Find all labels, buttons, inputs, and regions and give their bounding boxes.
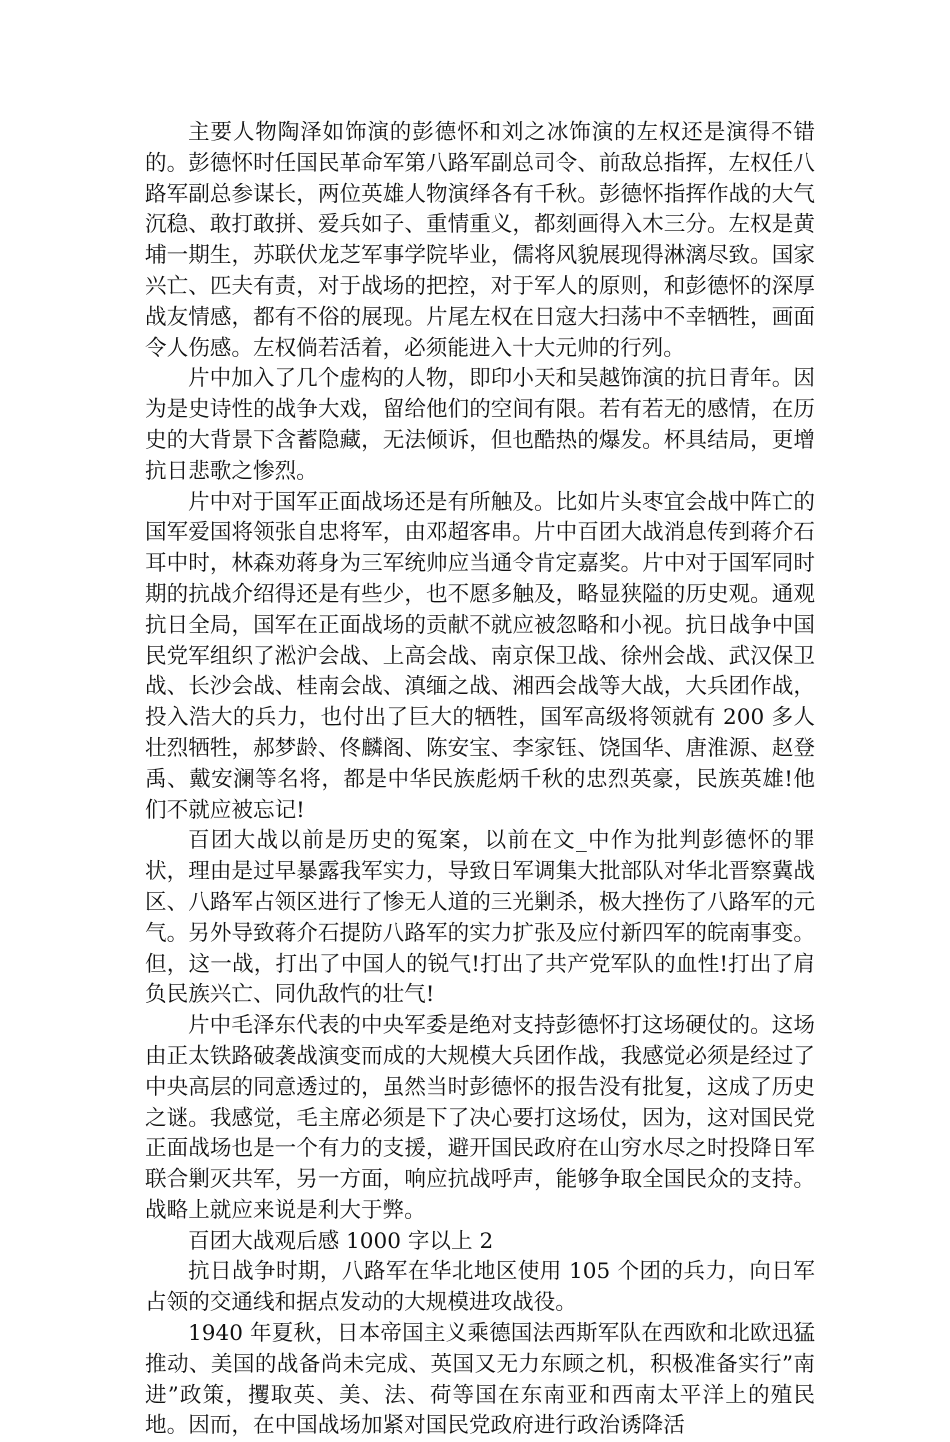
paragraph-historical-case: 百团大战以前是历史的冤案，以前在文_中作为批判彭德怀的罪状，理由是过早暴露我军实力，导致日军调集大批部队对华北晋察冀战区、八路军占领区进行了惨无人道的三光剿杀，极大挫伤了八路军的元气。另外导致蒋介石提防八路军的实力扩张及应付新四军的皖南事变。但，这一战，打出了中国人的锐气!打出了共产党军队的血性!打出了肩负民族兴亡、同仇敌忾的壮气! xyxy=(145,828,815,1008)
paragraph-campaign-overview: 抗日战争时期，八路军在华北地区使用 105 个团的兵力，向日军占领的交通线和据点发动的大规模进攻战役。 xyxy=(145,1259,815,1316)
paragraph-zuoquan: 主要人物陶泽如饰演的彭德怀和刘之冰饰演的左权还是演得不错的。彭德怀时任国民革命军第八路军副总司令、前敌总指挥，左权任八路军副总参谋长，两位英雄人物演绎各有千秋。彭德怀指挥作战的大气沉稳、敢打敢拼、爱兵如子、重情重义，都刻画得入木三分。左权是黄埔一期生，苏联伏龙芝军事学院毕业，儒将风貌展现得淋漓尽致。国家兴亡、匹夫有责，对于战场的把控，对于军人的原则，和彭德怀的深厚战友情感，都有不俗的展现。片尾左权在日寇大扫荡中不幸牺牲，画面令人伤感。左权倘若活着，必须能进入十大元帅的行列。 xyxy=(145,120,815,361)
paragraph-central-military-commission: 片中毛泽东代表的中央军委是绝对支持彭德怀打这场硬仗的。这场由正太铁路破袭战演变而成的大规模大兵团作战，我感觉必须是经过了中央高层的同意透过的，虽然当时彭德怀的报告没有批复，这成了历史之谜。我感觉，毛主席必须是下了决心要打这场仗，因为，这对国民党正面战场也是一个有力的支援，避开国民政府在山穷水尽之时投降日军联合剿灭共军，另一方面，响应抗战呼声，能够争取全国民众的支持。战略上就应来说是利大于弊。 xyxy=(145,1013,815,1223)
document-page xyxy=(145,118,815,1442)
paragraph-1940-background: 1940 年夏秋，日本帝国主义乘德国法西斯军队在西欧和北欧迅猛推动、美国的战备尚未完成、英国又无力东顾之机，积极准备实行”南进”政策，攫取英、美、法、荷等国在东南亚和西南太平洋上的殖民地。因而，在中国战场加紧对国民党政府进行政治诱降活 xyxy=(145,1321,815,1439)
section-heading: 百团大战观后感 1000 字以上 2 xyxy=(188,1228,494,1254)
paragraph-fictional-characters: 片中加入了几个虚构的人物，即印小天和吴越饰演的抗日青年。因为是史诗性的战争大戏，留给他们的空间有限。若有若无的感情，在历史的大背景下含蓄隐藏，无法倾诉，但也酷热的爆发。杯具结局，更增抗日悲歌之惨烈。 xyxy=(145,366,815,484)
paragraph-kmt-front: 片中对于国军正面战场还是有所触及。比如片头枣宜会战中阵亡的国军爱国将领张自忠将军，由邓超客串。片中百团大战消息传到蒋介石耳中时，林森劝蒋身为三军统帅应当通令肯定嘉奖。片中对于国军同时期的抗战介绍得还是有些少，也不愿多触及，略显狭隘的历史观。通观抗日全局，国军在正面战场的贡献不就应被忽略和小视。抗日战争中国民党军组织了淞沪会战、上高会战、南京保卫战、徐州会战、武汉保卫战、长沙会战、桂南会战、滇缅之战、湘西会战等大战，大兵团作战，投入浩大的兵力，也付出了巨大的牺牲，国军高级将领就有 200 多人壮烈牺牲，郝梦龄、佟麟阁、陈安宝、李家钰、饶国华、唐淮源、赵登禹、戴安澜等名将，都是中华民族彪炳千秋的忠烈英豪，民族英雄!他们不就应被忘记! xyxy=(145,489,815,823)
